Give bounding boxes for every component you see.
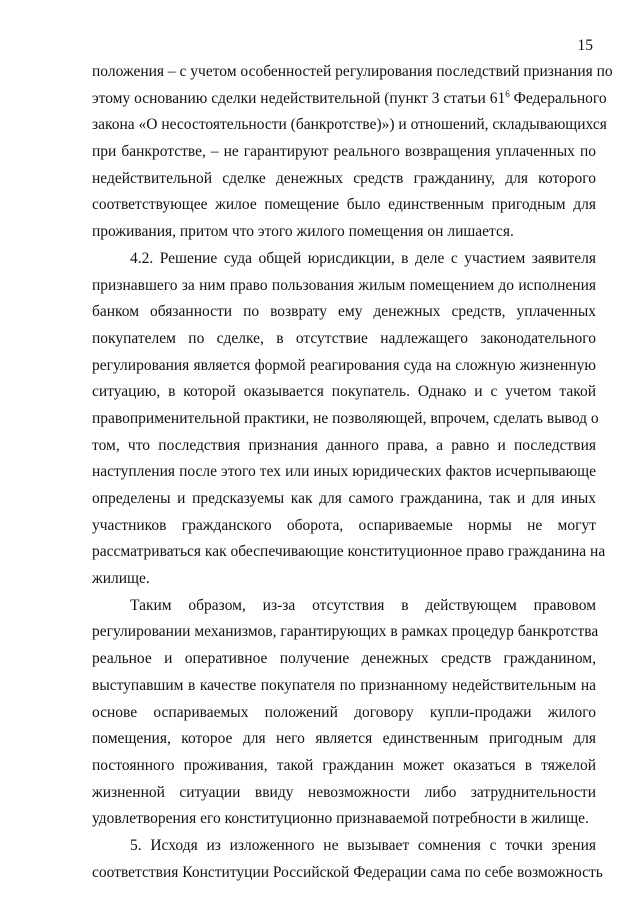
text-line: регулировании механизмов, гарантирующих в рамках процедур банкротства — [92, 623, 599, 641]
text-line: реальное и оперативное получение денежных средств гражданином, — [92, 650, 596, 668]
text-line: положения – с учетом особенностей регулирования последствий признания по — [92, 63, 613, 80]
text-line: при банкротстве, – не гарантируют реального возвращения уплаченных по — [92, 143, 596, 161]
text-line: соответствующее жилое помещение было единственным пригодным для — [92, 196, 596, 214]
text-line: наступления после этого тех или иных юридических фактов исчерпывающе — [92, 463, 596, 481]
text-line: том, что последствия признания данного права, а равно и последствия — [92, 436, 596, 454]
text-line: основе оспариваемых положений договору купли-продажи жилого — [92, 703, 596, 721]
text-line: этому основанию сделки недействительной (пункт 3 статьи $61^6$ Федерального — [92, 88, 607, 107]
paragraph-4-2 — [92, 246, 606, 593]
text-line: выступавшим в качестве покупателя по признанному недействительным на — [92, 676, 596, 694]
document-body — [92, 59, 613, 886]
text-line: жилище. — [92, 570, 150, 588]
page-number: 15 — [577, 37, 593, 54]
text-line: регулирования является формой реагирования суда на сложную жизненную — [92, 356, 596, 374]
paragraph-1 — [92, 59, 613, 246]
text-line: банком обязанности по возврату ему денежных средств, уплаченных — [92, 303, 596, 321]
text-line: определены и предсказуемы как для самого гражданина, так и для иных — [92, 490, 596, 507]
paragraph-5 — [92, 833, 603, 886]
text-line: 5. Исходя из изложенного не вызывает сомнения с точки зрения — [130, 836, 596, 854]
text-line: ситуацию, в которой оказывается покупатель. Однако и с учетом такой — [92, 383, 596, 401]
text-line: покупателем по сделке, в отсутствие надлежащего законодательного — [92, 329, 596, 347]
text-line: помещения, которое для него является единственным пригодным для — [92, 730, 596, 748]
footnote-superscript: 6 — [505, 88, 510, 99]
text-line: рассматриваться как обеспечивающие конституционное право гражданина на — [92, 543, 606, 561]
text-line: соответствия Конституции Российской Федерации сама по себе возможность — [92, 863, 603, 881]
text-line: правоприменительной практики, не позволяющей, впрочем, сделать вывод о — [92, 409, 599, 427]
text-line: удовлетворения его конституционно признаваемой потребности в жилище. — [92, 810, 589, 828]
text-line: проживания, притом что этого жилого помещения он лишается. — [92, 223, 514, 241]
text-line: признавшего за ним право пользования жилым помещением до исполнения — [92, 276, 596, 294]
text-line: 4.2. Решение суда общей юрисдикции, в деле с участием заявителя — [130, 249, 596, 267]
text-line: постоянного проживания, такой гражданин может оказаться в тяжелой — [92, 756, 596, 774]
text-line: жизненной ситуации ввиду невозможности либо затруднительности — [92, 783, 596, 801]
text-line: участников гражданского оборота, оспариваемые нормы не могут — [92, 516, 596, 534]
text-line: недействительной сделке денежных средств гражданину, для которого — [92, 169, 596, 187]
text-line: закона «О несостоятельности (банкротстве)») и отношений, складывающихся — [92, 116, 607, 134]
paragraph-conclusion — [92, 593, 599, 833]
text-line: Таким образом, из-за отсутствия в действующем правовом — [130, 596, 596, 614]
